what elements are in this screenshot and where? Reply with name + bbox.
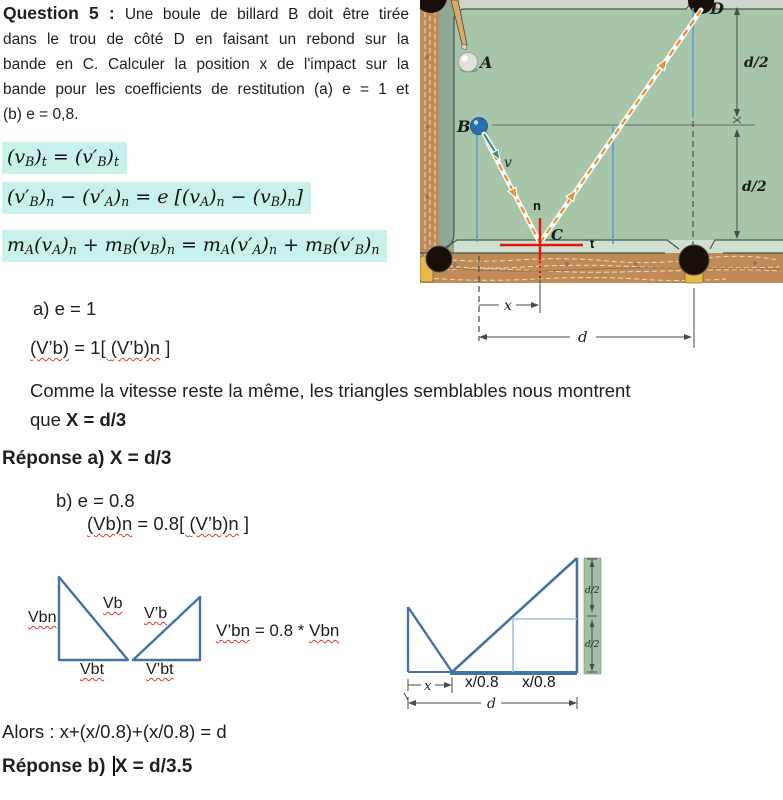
label-vpbt: V’bt xyxy=(146,661,174,678)
text-segment: X = d/3 xyxy=(66,408,127,430)
billiard-svg xyxy=(420,0,783,357)
relation-vpbn xyxy=(216,621,339,641)
answer-b-value: X = d/3.5 xyxy=(114,756,193,777)
text-segment: Une boule de billard B doit être tirée xyxy=(124,6,410,23)
big-triangle-hypotenuse xyxy=(452,558,577,672)
bottom-cushion xyxy=(454,240,783,253)
text-segment: dans le trou de côté D en faisant un rebond sur la xyxy=(3,31,409,48)
text-segment: bande en C. Calculer la position x de l'impact sur la xyxy=(3,56,409,73)
triangle-before-impact xyxy=(59,577,128,660)
geometry-diagram xyxy=(395,548,645,723)
text-segment: ] xyxy=(238,513,249,534)
part-b-equation xyxy=(87,513,249,535)
text-segment: V’bn xyxy=(216,621,251,640)
text-line xyxy=(3,102,409,127)
ball-A-label: A xyxy=(480,53,493,72)
answer-b xyxy=(2,756,192,778)
text-segment: (V’b) xyxy=(30,337,70,358)
top-rail-face xyxy=(454,0,783,9)
equation-tangential: $(v_B)_t = (v'_B)_t$ xyxy=(2,142,127,174)
bottom-mid-pocket xyxy=(679,245,709,275)
label-vbn: Vbn xyxy=(28,609,57,626)
alors-line: Alors : x+(x/0.8)+(x/0.8) = d xyxy=(2,721,227,742)
rail-nail xyxy=(426,56,429,59)
xo8-right-label: x/0.8 xyxy=(522,674,556,691)
ball-A xyxy=(459,53,478,72)
d2-bottom-label: d/2 xyxy=(742,179,767,195)
text-segment: (Vb)n xyxy=(87,513,133,534)
label-vpb: V’b xyxy=(144,605,168,622)
bottom-left-pocket xyxy=(426,246,452,272)
answer-b-prefix: Réponse b) xyxy=(2,756,111,777)
t-axis-label: t xyxy=(590,236,595,251)
text-segment: (b) e = 0,8. xyxy=(3,106,79,123)
velocity-label: v xyxy=(504,155,512,171)
equation-restitution: $(v'_B)_n - (v'_A)_n = e$ $[(v_A)_n - (v_B)_n]$ xyxy=(2,182,311,214)
equation-momentum: $m_A(v_A)_n + m_B(v_B)_n = m_A(v'_A)_n + m_B(v'_B)_n$ xyxy=(2,230,387,262)
text-segment: que xyxy=(30,408,67,430)
text-segment: Comme la vitesse reste la même, les triangles semblables nous montrent xyxy=(30,380,631,401)
ball-B-label: B xyxy=(457,117,471,136)
question-paragraph xyxy=(3,1,409,127)
xo8-left-label: x/0.8 xyxy=(465,674,499,691)
text-segment: bande pour les coefficients de restitution (a) e = 1 et xyxy=(3,81,409,98)
text-segment: [ xyxy=(179,513,190,534)
bar-d2-bottom-label: d/2 xyxy=(585,640,600,650)
x-label: x xyxy=(504,298,512,314)
text-line xyxy=(3,52,409,77)
billiard-table-figure xyxy=(420,0,783,362)
text-line xyxy=(3,77,409,102)
text-segment: = 0.8 * xyxy=(250,621,310,640)
d2-top-label: d/2 xyxy=(744,55,769,71)
part-a-header: a) e = 1 xyxy=(33,298,97,319)
answer-a: Réponse a) X = d/3 xyxy=(2,448,172,469)
pocket-D-label: D xyxy=(710,0,724,18)
text-segment: [ xyxy=(100,337,111,358)
small-triangle-hypotenuse xyxy=(408,607,452,672)
part-a-explanation xyxy=(30,377,630,434)
text-segment: = 1 xyxy=(69,337,101,358)
text-segment: Question 5 : xyxy=(3,3,125,23)
text-line xyxy=(30,406,630,435)
d-label: d xyxy=(578,328,588,346)
part-b-header: b) e = 0.8 xyxy=(56,490,135,511)
text-segment: ] xyxy=(160,337,171,358)
text-segment: (V’b)n xyxy=(189,513,239,534)
text-line xyxy=(3,1,409,27)
label-vbt: Vbt xyxy=(80,661,105,678)
text-segment: (V’b)n xyxy=(110,337,161,358)
geometry-svg xyxy=(395,548,645,723)
n-axis-label: n xyxy=(533,198,541,213)
bottom-wood-rail xyxy=(420,250,783,283)
velocity-triangles-diagram xyxy=(20,553,392,698)
bar-d2-top-label: d/2 xyxy=(585,586,600,596)
left-rail-face xyxy=(439,0,454,250)
x-dim-label: x xyxy=(424,679,432,694)
text-line xyxy=(3,27,409,52)
text-segment: Vbn xyxy=(309,621,340,640)
d-dim-label: d xyxy=(487,696,496,712)
point-C-label: C xyxy=(551,226,563,244)
text-segment: = 0.8 xyxy=(132,513,180,534)
part-a-equation xyxy=(30,337,170,359)
label-vb: Vb xyxy=(103,595,123,612)
text-line xyxy=(30,377,630,406)
